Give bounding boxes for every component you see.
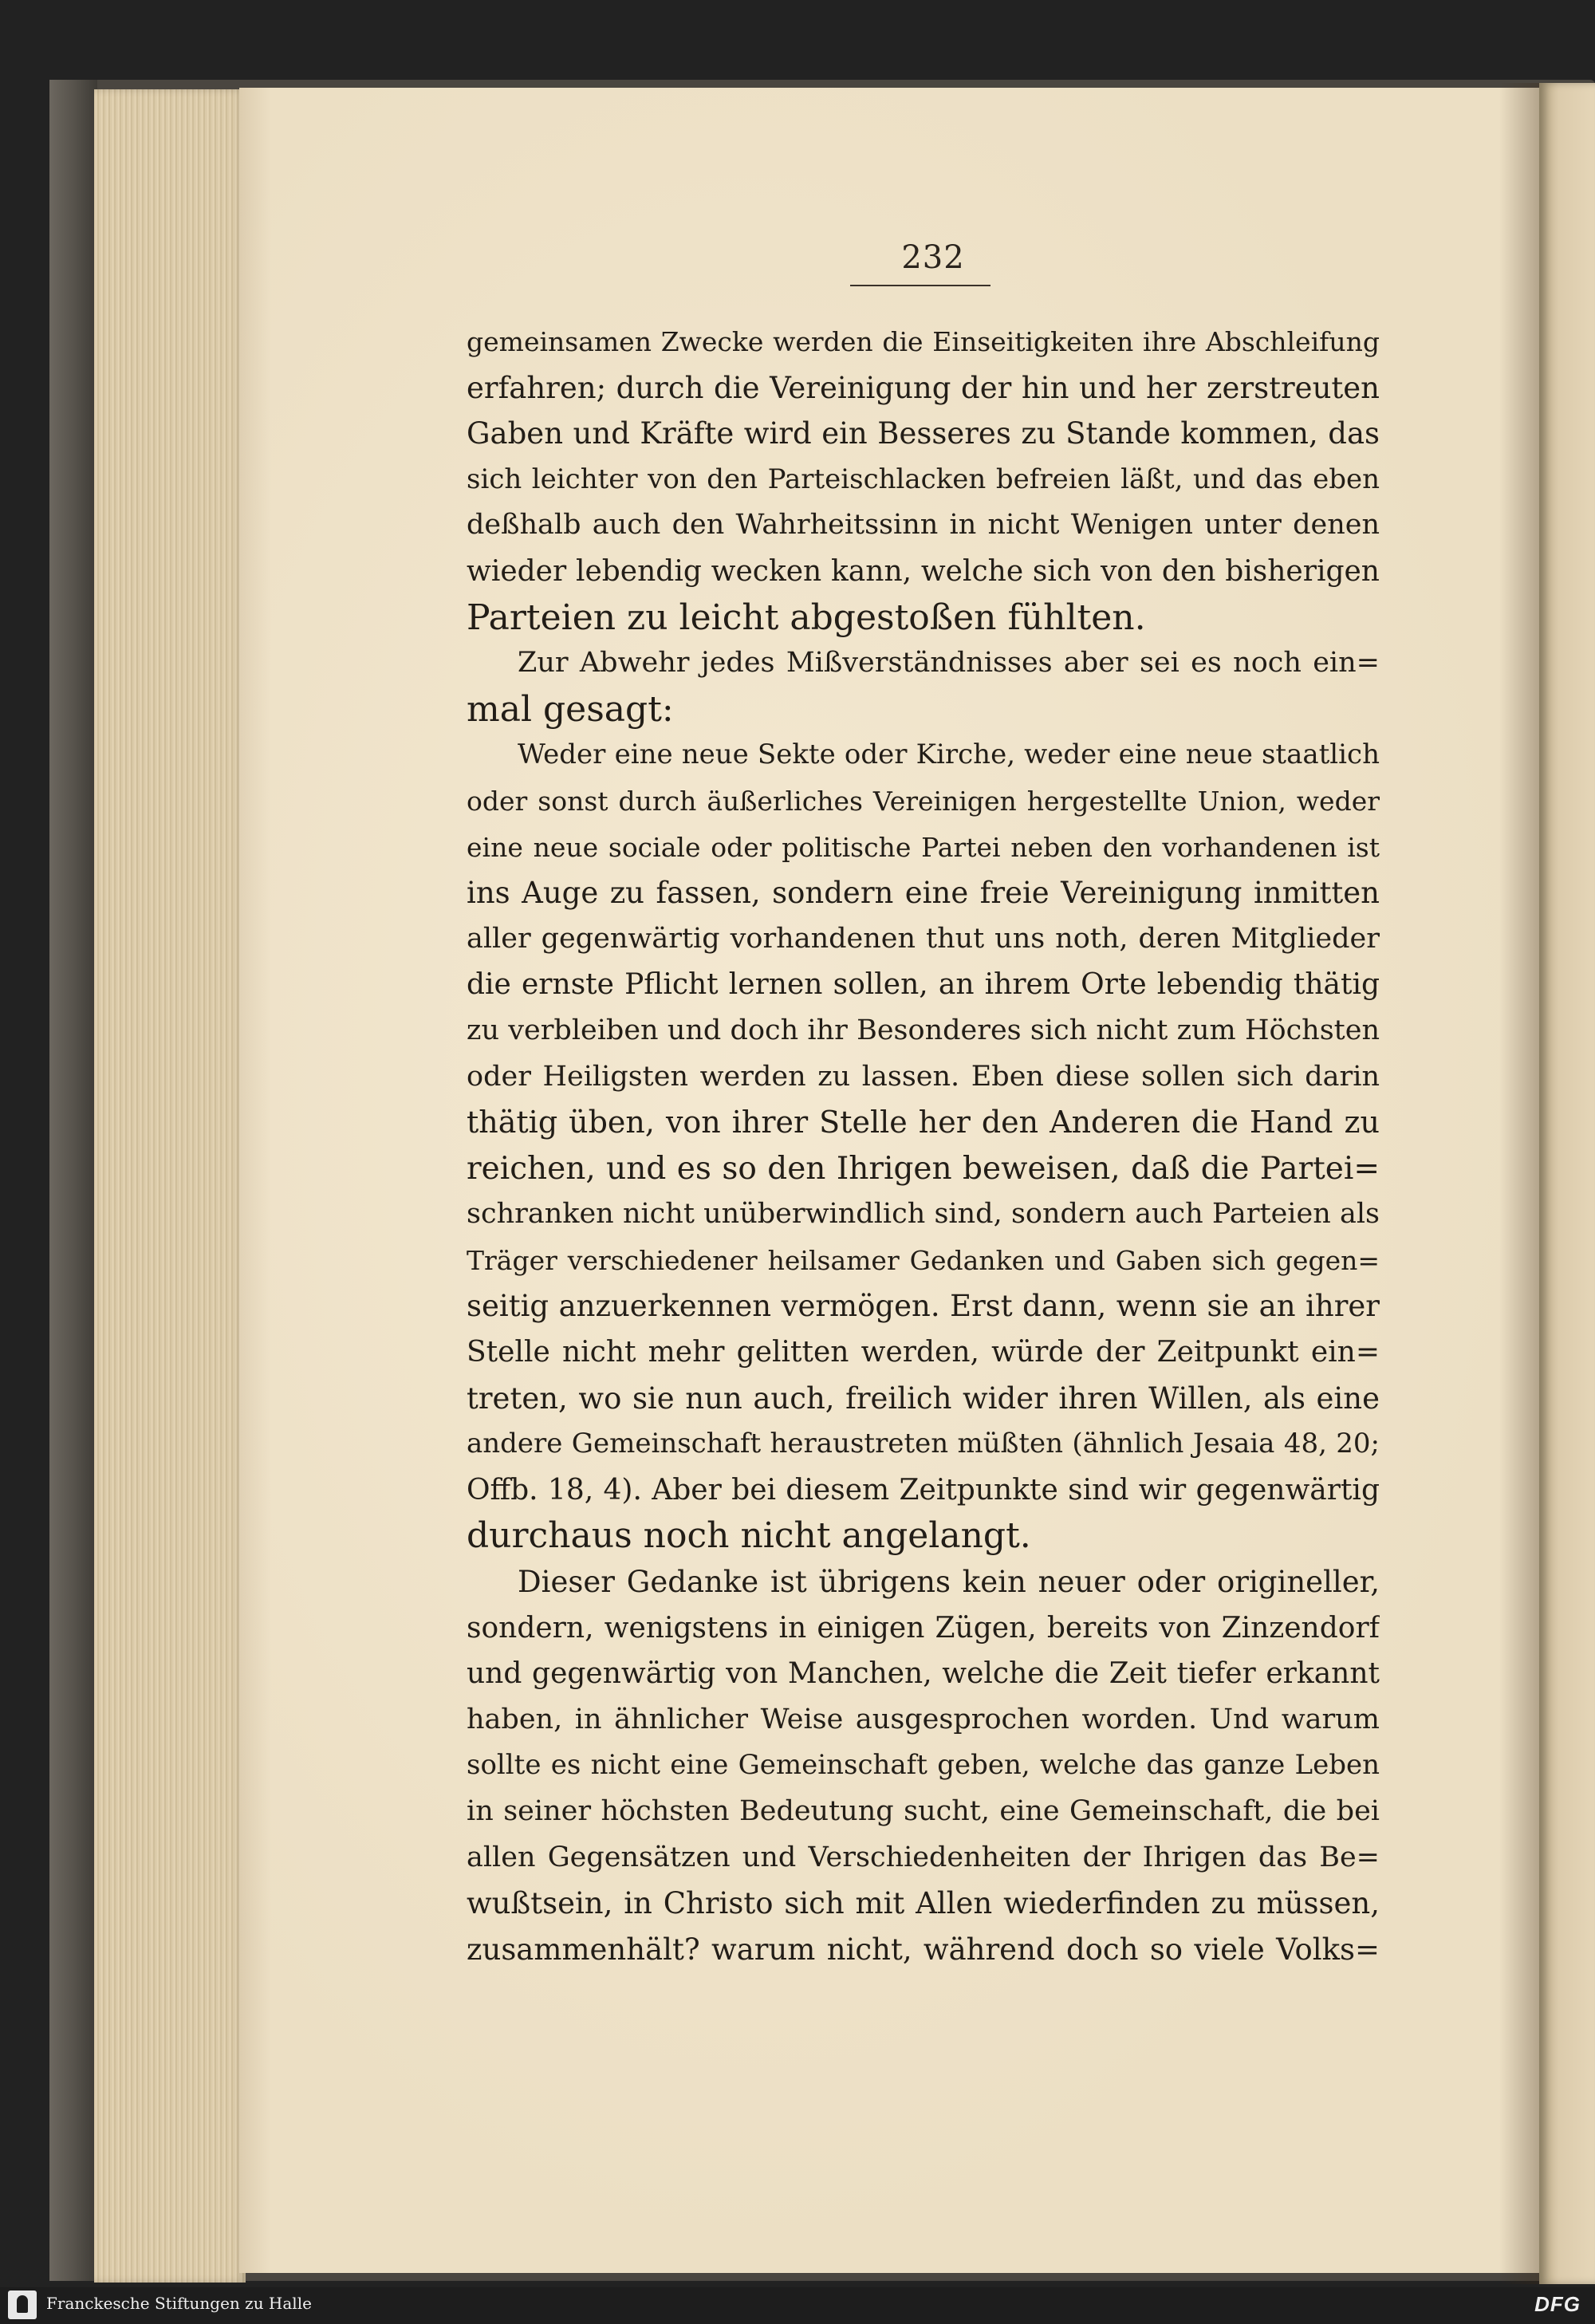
text-line: ins Auge zu fassen, sondern eine freie Vereinigung inmitten <box>467 876 1380 911</box>
text-line: sich leichter von den Parteischlacken befreien läßt, und das eben <box>467 463 1380 495</box>
text-line: Gaben und Kräfte wird ein Besseres zu Stande kommen, das <box>467 416 1380 451</box>
text-line: zu verbleiben und doch ihr Besonderes sich nicht zum Höchsten <box>467 1014 1380 1046</box>
text-line: Träger verschiedener heilsamer Gedanken und Gaben sich gegen= <box>467 1244 1380 1276</box>
book-spine-edge <box>49 80 97 2281</box>
text-line: durchaus noch nicht angelangt. <box>467 1515 1031 1557</box>
text-line: thätig üben, von ihrer Stelle her den Anderen die Hand zu <box>467 1105 1380 1140</box>
text-line: oder Heiligsten werden zu lassen. Eben diese sollen sich darin <box>467 1060 1380 1093</box>
text-line: Weder eine neue Sekte oder Kirche, weder eine neue staatlich <box>518 739 1380 771</box>
gutter-shadow <box>1499 83 1543 2284</box>
header-rule <box>850 285 990 286</box>
text-line: wußtsein, in Christo sich mit Allen wiederfinden zu müssen, <box>467 1886 1380 1921</box>
text-line: oder sonst durch äußerliches Vereinigen hergestellte Union, weder <box>467 785 1380 817</box>
footer-sponsor-logo: DFG <box>1534 2292 1581 2316</box>
text-line: gemeinsamen Zwecke werden die Einseitigkeiten ihre Abschleifung <box>467 326 1380 357</box>
text-line: die ernste Pflicht lernen sollen, an ihrem Orte lebendig thätig <box>467 968 1380 1002</box>
text-line: Dieser Gedanke ist übrigens kein neuer oder origineller, <box>518 1565 1380 1600</box>
institution-logo-icon <box>8 2291 37 2319</box>
text-line: sollte es nicht eine Gemeinschaft geben, welche das ganze Leben <box>467 1749 1380 1782</box>
text-line: treten, wo sie nun auch, freilich wider ihren Willen, als eine <box>467 1381 1380 1416</box>
text-line: aller gegenwärtig vorhandenen thut uns noth, deren Mitglieder <box>467 922 1380 955</box>
text-line: allen Gegensätzen und Verschiedenheiten der Ihrigen das Be= <box>467 1841 1380 1873</box>
text-line: sondern, wenigstens in einigen Zügen, bereits von Zinzendorf <box>467 1611 1380 1645</box>
footer-institution: Franckesche Stiftungen zu Halle <box>46 2294 312 2313</box>
text-line: deßhalb auch den Wahrheitssinn in nicht Wenigen unter denen <box>467 509 1380 542</box>
text-line: reichen, und es so den Ihrigen beweisen, daß die Partei= <box>467 1150 1380 1187</box>
text-line: schranken nicht unüberwindlich sind, sondern auch Parteien als <box>467 1198 1380 1231</box>
text-line: Parteien zu leicht abgestoßen fühlten. <box>467 597 1146 638</box>
text-line: erfahren; durch die Vereinigung der hin und her zerstreuten <box>467 370 1380 405</box>
text-line: Zur Abwehr jedes Mißverständnisses aber sei es noch ein= <box>518 647 1380 679</box>
text-line: seitig anzuerkennen vermögen. Erst dann, wenn sie an ihrer <box>467 1289 1380 1324</box>
page-stack <box>94 89 246 2283</box>
text-line: Stelle nicht mehr gelitten werden, würde der Zeitpunkt ein= <box>467 1336 1380 1369</box>
text-line: und gegenwärtig von Manchen, welche die Zeit tiefer erkannt <box>467 1657 1380 1691</box>
text-line: Offb. 18, 4). Aber bei diesem Zeitpunkte sind wir gegenwärtig <box>467 1473 1380 1507</box>
text-line: in seiner höchsten Bedeutung sucht, eine Gemeinschaft, die bei <box>467 1795 1380 1827</box>
text-line: wieder lebendig wecken kann, welche sich von den bisherigen <box>467 554 1380 588</box>
page-number: 232 <box>901 239 965 276</box>
text-line: zusammenhält? warum nicht, während doch so viele Volks= <box>467 1932 1380 1967</box>
facing-page-edge <box>1539 83 1595 2284</box>
text-line: haben, in ähnlicher Weise ausgesprochen worden. Und warum <box>467 1703 1380 1735</box>
text-line: mal gesagt: <box>467 688 674 730</box>
body-text <box>467 319 1380 1972</box>
text-line: eine neue sociale oder politische Partei neben den vorhandenen ist <box>467 831 1380 863</box>
text-line: andere Gemeinschaft heraustreten müßten (ähnlich Jesaia 48, 20; <box>467 1428 1380 1460</box>
